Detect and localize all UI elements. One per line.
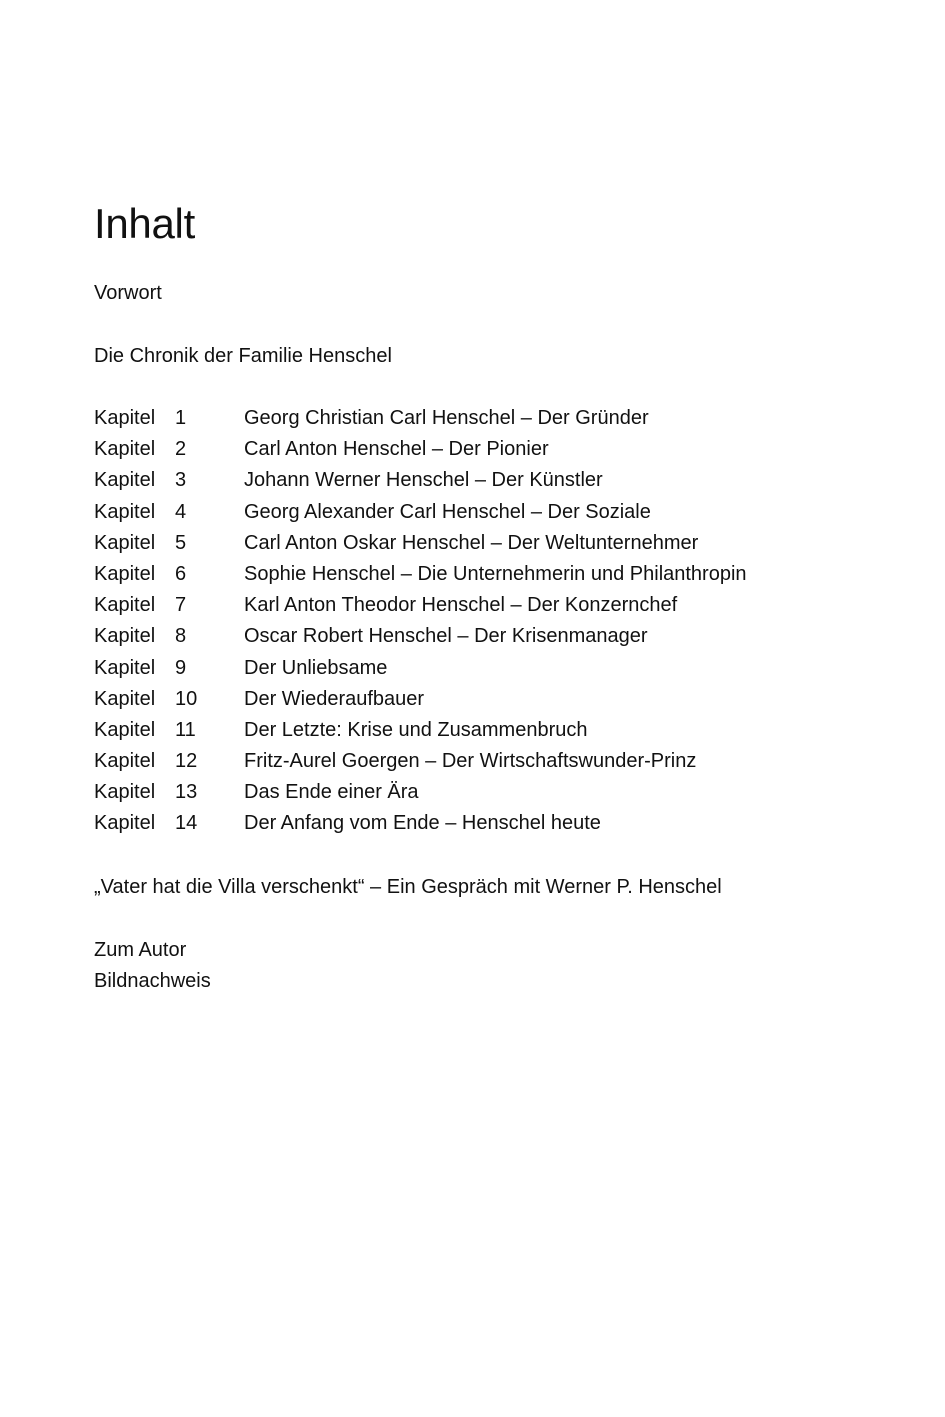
chapter-title: Der Letzte: Krise und Zusammenbruch: [244, 718, 588, 741]
chapter-label: Kapitel: [94, 750, 156, 773]
chapter-number: 10: [175, 687, 198, 710]
chapter-title: Johann Werner Henschel – Der Künstler: [244, 469, 603, 492]
chapter-number: 3: [175, 469, 187, 492]
chapter-label: Kapitel: [94, 687, 156, 710]
chapter-title: Fritz-Aurel Goergen – Der Wirtschaftswunder-Prinz: [244, 750, 697, 773]
chapter-label: Kapitel: [94, 718, 156, 741]
chapter-label: Kapitel: [94, 531, 156, 554]
chapter-title: Das Ende einer Ära: [244, 781, 419, 804]
chapter-title: Der Anfang vom Ende – Henschel heute: [244, 812, 601, 835]
chapter-label: Kapitel: [94, 469, 156, 492]
chapter-title: Sophie Henschel – Die Unternehmerin und Philanthropin: [244, 562, 747, 585]
chapter-label: Kapitel: [94, 781, 156, 804]
chapter-title: Der Unliebsame: [244, 656, 388, 679]
chapter-number: 7: [175, 594, 187, 617]
chapter-number: 5: [175, 531, 187, 554]
chapter-title: Karl Anton Theodor Henschel – Der Konzernchef: [244, 594, 678, 617]
chapter-title: Georg Alexander Carl Henschel – Der Soziale: [244, 500, 651, 523]
chapter-label: Kapitel: [94, 562, 156, 585]
chapter-number: 6: [175, 562, 187, 585]
chapter-label: Kapitel: [94, 812, 156, 835]
chapter-title: Carl Anton Henschel – Der Pionier: [244, 438, 549, 461]
chapter-number: 1: [175, 407, 187, 429]
chapter-label: Kapitel: [94, 500, 156, 523]
toc-entry-about-author: Zum Autor: [94, 939, 187, 961]
chapter-number: 11: [175, 718, 196, 741]
chapter-number: 2: [175, 438, 187, 461]
chapter-number: 4: [175, 500, 187, 523]
chapter-label: Kapitel: [94, 625, 156, 648]
chapter-number: 9: [175, 656, 187, 679]
chapter-label: Kapitel: [94, 407, 156, 429]
chapter-label: Kapitel: [94, 656, 156, 679]
chapter-title: Georg Christian Carl Henschel – Der Gründer: [244, 407, 649, 429]
chapter-title: Oscar Robert Henschel – Der Krisenmanager: [244, 625, 648, 648]
chapter-label: Kapitel: [94, 438, 156, 461]
toc-entry-interview: „Vater hat die Villa verschenkt“ – Ein Gespräch mit Werner P. Henschel: [94, 876, 722, 898]
toc-entry-picture-credits: Bildnachweis: [94, 970, 211, 992]
toc-entry-preface: Vorwort: [94, 282, 162, 304]
chapter-number: 14: [175, 812, 198, 835]
page-title: Inhalt: [94, 200, 195, 247]
chapter-title: Der Wiederaufbauer: [244, 687, 425, 710]
chapter-title: Carl Anton Oskar Henschel – Der Weltunternehmer: [244, 531, 699, 554]
chapter-number: 8: [175, 625, 187, 648]
chapter-number: 13: [175, 781, 198, 804]
chapter-number: 12: [175, 750, 198, 773]
toc-entry-chronicle: Die Chronik der Familie Henschel: [94, 345, 392, 367]
chapter-label: Kapitel: [94, 594, 156, 617]
